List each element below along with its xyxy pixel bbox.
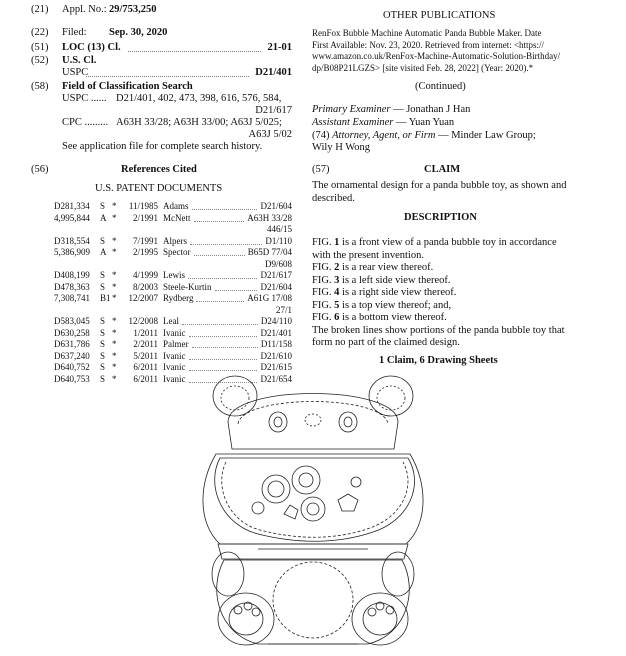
refs-label: References Cited — [121, 164, 197, 175]
reference-cited-by-examiner: * — [112, 212, 117, 223]
publication-citation — [312, 28, 560, 74]
assistant-examiner — [312, 117, 454, 130]
reference-date: 6/2011 — [133, 373, 158, 384]
reference-class: D21/654 — [260, 373, 292, 384]
reference-leader — [194, 221, 244, 222]
field-num: (58) — [31, 81, 49, 92]
reference-kind: A — [100, 212, 107, 223]
fig-line: FIG. 6 is a bottom view thereof. — [312, 312, 447, 323]
reference-continuation — [30, 259, 292, 271]
primary-examiner-label: Primary Examiner — [312, 104, 391, 115]
reference-number: D637,240 — [54, 350, 90, 361]
reference-kind: S — [100, 281, 106, 292]
reference-leader — [190, 244, 262, 245]
reference-leader — [182, 324, 258, 325]
refs-sub: U.S. PATENT DOCUMENTS — [95, 183, 223, 194]
reference-number: 4,995,844 — [54, 212, 90, 223]
claim-text: The ornamental design for a panda bubble toy, as shown and described. — [312, 180, 567, 204]
reference-number: D583,045 — [54, 316, 90, 326]
reference-leader — [189, 336, 257, 337]
reference-date: 12/2008 — [128, 316, 158, 326]
reference-row — [30, 351, 292, 363]
appl-no-label: Appl. No.: — [62, 4, 107, 15]
reference-class: D1/110 — [265, 235, 292, 246]
reference-number: 7,308,741 — [54, 293, 90, 303]
reference-kind: S — [100, 316, 106, 326]
reference-number: D478,363 — [54, 281, 90, 292]
reference-row — [30, 362, 292, 374]
reference-row — [30, 201, 292, 213]
claim-num: (57) — [312, 164, 330, 175]
appl-no-num: (21) — [31, 4, 49, 15]
reference-cited-by-examiner: * — [112, 327, 117, 338]
other-publications-title: OTHER PUBLICATIONS — [383, 10, 496, 21]
claims-sheets: 1 Claim, 6 Drawing Sheets — [379, 355, 498, 366]
attorney-num: (74) — [312, 130, 333, 141]
reference-leader — [189, 370, 257, 371]
primary-examiner-value: — Jonathan J Han — [390, 104, 471, 115]
reference-row — [30, 270, 292, 282]
description-title: DESCRIPTION — [404, 212, 477, 223]
reference-kind: S — [100, 201, 106, 211]
uscl-num: (52) — [31, 55, 49, 66]
pub-line: RenFox Bubble Machine Automatic Panda Bubble Maker. Date — [312, 28, 542, 38]
reference-date: 7/1991 — [132, 235, 158, 246]
reference-row — [30, 328, 292, 340]
reference-inventor: Ivanic — [163, 373, 186, 384]
reference-cited-by-examiner: * — [112, 270, 117, 280]
attorney — [312, 130, 536, 143]
refs-num: (56) — [31, 164, 49, 175]
field-uspc-line2: D21/617 — [255, 105, 292, 116]
reference-cited-by-examiner: * — [112, 247, 117, 257]
reference-leader — [215, 290, 257, 291]
reference-continuation-class: 446/15 — [266, 224, 292, 234]
reference-class: D21/604 — [260, 201, 292, 211]
reference-number: D640,753 — [54, 373, 90, 384]
cpc-label: CPC ......... — [62, 117, 109, 128]
fig-line: FIG. 3 is a left side view thereof. — [312, 274, 451, 286]
reference-leader — [196, 301, 244, 302]
reference-date: 4/1999 — [132, 270, 158, 280]
reference-cited-by-examiner: * — [112, 350, 117, 361]
reference-cited-by-examiner: * — [112, 373, 117, 384]
reference-inventor: Ivanic — [163, 362, 186, 372]
filed-value: Sep. 30, 2020 — [109, 27, 168, 38]
panda-bubble-toy-drawing-icon — [198, 374, 438, 654]
reference-inventor: Spector — [163, 247, 191, 257]
reference-inventor: Ivanic — [163, 327, 186, 338]
reference-cited-by-examiner: * — [112, 201, 117, 211]
reference-cited-by-examiner: * — [112, 281, 117, 292]
reference-class: D11/158 — [260, 339, 292, 349]
field-uspc-line1: D21/401, 402, 473, 398, 616, 576, 584, — [116, 93, 282, 104]
reference-class: D21/401 — [260, 327, 292, 338]
primary-examiner — [312, 104, 470, 117]
filed-label: Filed: — [62, 27, 87, 38]
reference-date: 6/2011 — [133, 362, 158, 372]
reference-row — [30, 339, 292, 351]
reference-class: D24/110 — [260, 316, 292, 326]
loc-num: (51) — [31, 42, 49, 53]
reference-date: 8/2003 — [132, 281, 158, 292]
reference-date: 1/2011 — [133, 327, 158, 338]
cpc-line2: A63J 5/02 — [248, 129, 292, 140]
reference-cited-by-examiner: * — [112, 362, 117, 372]
reference-inventor: McNett — [163, 212, 191, 223]
reference-leader — [192, 347, 258, 348]
reference-continuation — [30, 305, 292, 317]
attorney-label: Attorney, Agent, or Firm — [332, 130, 436, 141]
reference-number: D408,199 — [54, 270, 90, 280]
reference-row — [30, 282, 292, 294]
reference-inventor: Leal — [163, 316, 179, 326]
fig-line: FIG. 5 is a top view thereof; and, — [312, 299, 452, 311]
reference-inventor: Alpers — [163, 235, 187, 246]
reference-number: D318,554 — [54, 235, 90, 246]
attorney-line2: Wily H Wong — [312, 142, 371, 153]
reference-inventor: Lewis — [163, 270, 185, 280]
continued-note: (Continued) — [415, 81, 466, 92]
reference-number: D631,786 — [54, 339, 90, 349]
reference-leader — [189, 359, 257, 360]
reference-number: 5,386,909 — [54, 247, 90, 257]
reference-class: D21/604 — [260, 281, 292, 292]
reference-kind: B1 — [100, 293, 111, 303]
reference-leader — [192, 209, 257, 210]
loc-label: LOC (13) Cl. — [62, 42, 121, 53]
attorney-value: — Minder Law Group; — [435, 130, 536, 141]
loc-value: 21-01 — [267, 42, 292, 53]
assistant-examiner-value: — Yuan Yuan — [393, 117, 455, 128]
uspc-value: D21/401 — [255, 67, 292, 78]
reference-kind: S — [100, 235, 106, 246]
pub-line: First Available: Nov. 23, 2020. Retrieved from internet: <https:// — [312, 39, 545, 50]
reference-date: 11/1985 — [128, 201, 158, 211]
reference-date: 2/1995 — [132, 247, 158, 257]
field-label: Field of Classification Search — [62, 81, 193, 92]
reference-date: 2/1991 — [132, 212, 158, 223]
fig-line: FIG. 1 is a front view of a panda bubble toy in accordance with the present invention. — [312, 237, 557, 261]
reference-class: A61G 17/08 — [247, 293, 292, 303]
reference-inventor: Rydberg — [163, 293, 194, 303]
reference-inventor: Palmer — [163, 339, 189, 349]
reference-date: 2/2011 — [133, 339, 158, 349]
reference-cited-by-examiner: * — [112, 293, 117, 303]
reference-row — [30, 213, 292, 225]
reference-kind: S — [100, 373, 106, 384]
reference-leader — [194, 255, 245, 256]
reference-class: A63H 33/28 — [247, 212, 292, 223]
reference-cited-by-examiner: * — [112, 235, 117, 246]
reference-kind: S — [100, 327, 106, 338]
reference-class: B65D 77/04 — [247, 247, 292, 257]
reference-class: D21/615 — [260, 362, 292, 372]
reference-continuation-class: D9/608 — [265, 258, 292, 269]
reference-cited-by-examiner: * — [112, 316, 117, 326]
reference-row — [30, 316, 292, 328]
reference-continuation — [30, 224, 292, 236]
field-uspc-label: USPC ...... — [62, 93, 107, 104]
appl-no-value: 29/753,250 — [109, 4, 157, 15]
reference-inventor: Steele-Kurtin — [163, 281, 212, 292]
reference-class: D21/617 — [260, 270, 292, 280]
uspc-leader — [86, 76, 249, 77]
cpc-line1: A63H 33/28; A63H 33/00; A63J 5/025; — [116, 117, 282, 128]
claim-title: CLAIM — [424, 164, 461, 175]
fig-line: FIG. 4 is a right side view thereof. — [312, 287, 457, 298]
broken-lines-note: The broken lines show portions of the panda bubble toy that form no part of the claimed design. — [312, 324, 565, 348]
pub-line: dp/B08P21LGZS> [site visited Feb. 28, 2022] (Year: 2020).* — [312, 62, 534, 73]
reference-kind: S — [100, 339, 106, 349]
reference-number: D640,752 — [54, 362, 90, 372]
description-figures — [312, 237, 575, 350]
fig-line: FIG. 2 is a rear view thereof. — [312, 262, 434, 273]
reference-row — [30, 293, 292, 305]
pub-line: www.amazon.co.uk/RenFox-Machine-Automatic-Solution-Birthday/ — [312, 51, 561, 62]
reference-class: D21/610 — [260, 350, 292, 361]
reference-date: 12/2007 — [128, 293, 158, 303]
reference-kind: A — [100, 247, 107, 257]
reference-inventor: Ivanic — [163, 350, 186, 361]
see-application: See application file for complete search history. — [62, 141, 263, 152]
reference-inventor: Adams — [163, 201, 189, 211]
reference-date: 5/2011 — [133, 350, 158, 361]
reference-continuation-class: 27/1 — [275, 304, 292, 315]
loc-leader — [128, 51, 261, 52]
reference-kind: S — [100, 270, 106, 280]
reference-kind: S — [100, 362, 106, 372]
reference-number: D630,258 — [54, 327, 90, 338]
reference-row — [30, 236, 292, 248]
assistant-examiner-label: Assistant Examiner — [312, 117, 394, 128]
reference-number: D281,334 — [54, 201, 90, 211]
uscl-label: U.S. Cl. — [62, 55, 97, 66]
reference-row — [30, 247, 292, 259]
uspc-label: USPC — [62, 67, 89, 78]
reference-kind: S — [100, 350, 106, 361]
reference-leader — [188, 278, 257, 279]
reference-cited-by-examiner: * — [112, 339, 117, 349]
filed-num: (22) — [31, 27, 49, 38]
